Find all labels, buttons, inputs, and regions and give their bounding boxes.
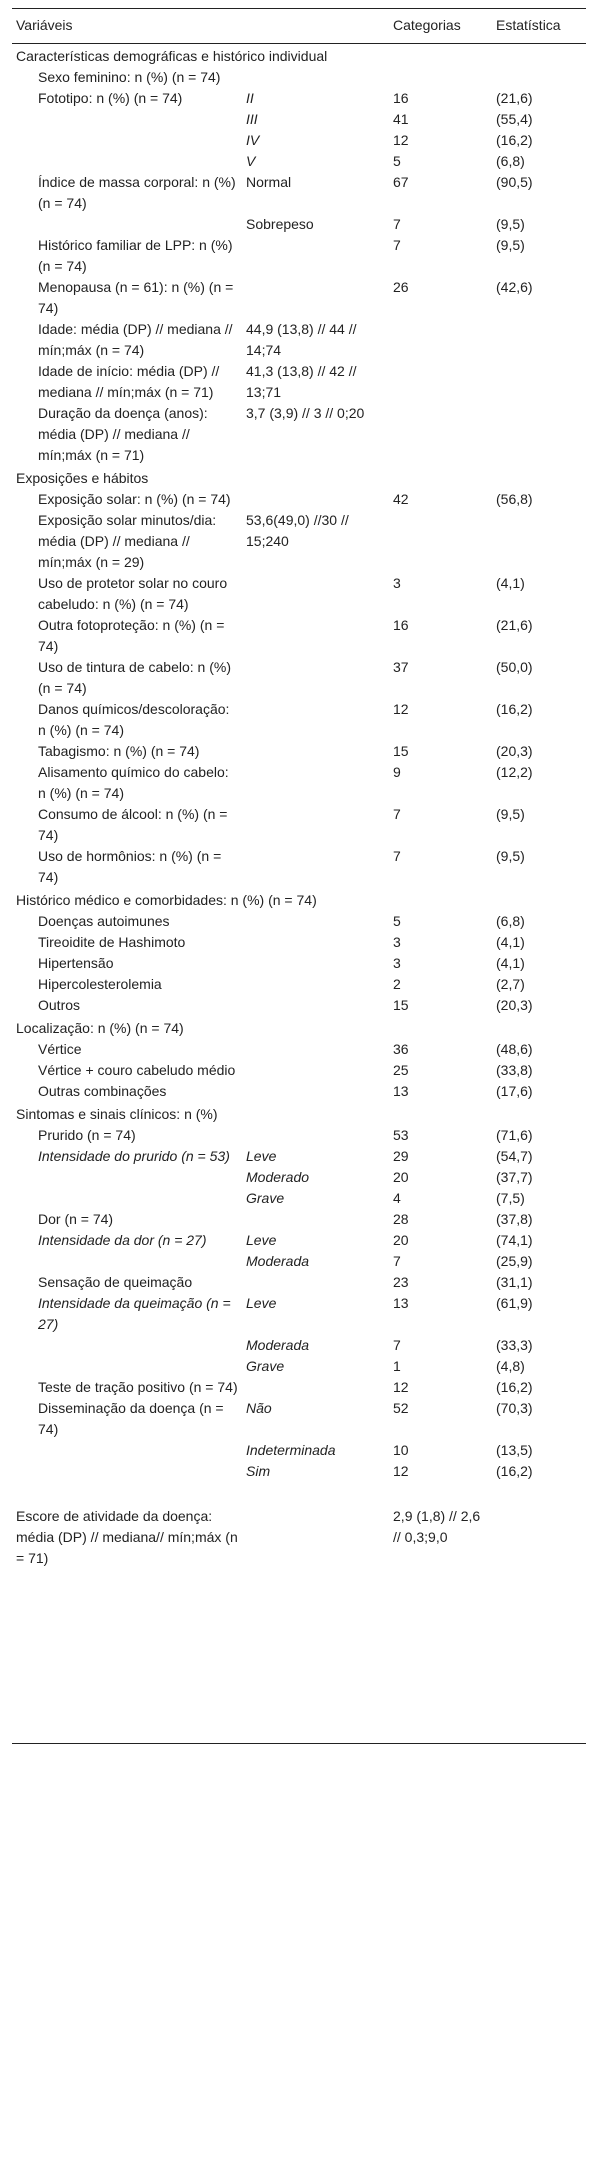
- category-cell: [242, 741, 389, 762]
- variable-label: Uso de tintura de cabelo: n (%) (n = 74): [38, 659, 231, 696]
- table-row: [12, 1440, 586, 1461]
- category-cell: IV: [246, 132, 260, 148]
- statistic-cell: [492, 403, 586, 466]
- table-row: [12, 109, 586, 130]
- category-cell: V: [246, 153, 256, 169]
- category-cell: [242, 1482, 389, 1569]
- statistic-cell: (9,5): [496, 237, 525, 253]
- table-row: [12, 1461, 586, 1482]
- variable-label: Intensidade do prurido (n = 53): [38, 1148, 230, 1164]
- variable-label: [12, 1356, 242, 1377]
- table-bottom-spacer: [12, 1569, 586, 1744]
- count-cell: 16: [393, 90, 409, 106]
- statistic-cell: (90,5): [496, 174, 533, 190]
- variable-label: [12, 109, 242, 130]
- category-cell: [242, 804, 389, 846]
- count-cell: 13: [393, 1083, 409, 1099]
- variable-label: Consumo de álcool: n (%) (n = 74): [38, 806, 228, 843]
- variable-label: Duração da doença (anos): média (DP) // mediana // mín;máx (n = 71): [38, 405, 208, 463]
- variable-label: [12, 1167, 242, 1188]
- table-row: [12, 151, 586, 172]
- category-cell: III: [246, 111, 258, 127]
- statistic-cell: (37,7): [496, 1169, 533, 1185]
- variable-label: Dor (n = 74): [38, 1211, 114, 1227]
- table-row: [12, 846, 586, 888]
- statistic-cell: (25,9): [496, 1253, 533, 1269]
- variable-label: [12, 130, 242, 151]
- variable-label: Sexo feminino: n (%) (n = 74): [38, 69, 221, 85]
- statistic-cell: (16,2): [496, 701, 533, 717]
- count-cell: 5: [393, 913, 401, 929]
- table-row: [12, 1482, 586, 1569]
- count-cell: 37: [393, 659, 409, 675]
- statistic-cell: (9,5): [496, 848, 525, 864]
- count-cell: 20: [393, 1232, 409, 1248]
- count-cell: 12: [393, 1463, 409, 1479]
- variable-label: Fototipo: n (%) (n = 74): [38, 90, 183, 106]
- count-cell: 29: [393, 1148, 409, 1164]
- category-cell: [242, 1081, 389, 1102]
- count-cell: 7: [393, 806, 401, 822]
- count-cell: 4: [393, 1190, 401, 1206]
- count-cell: [389, 67, 492, 88]
- category-cell: [242, 489, 389, 510]
- statistic-cell: (54,7): [496, 1148, 533, 1164]
- variable-label: Uso de hormônios: n (%) (n = 74): [38, 848, 222, 885]
- table-row: [12, 489, 586, 510]
- category-cell: [242, 67, 389, 88]
- variable-label: Menopausa (n = 61): n (%) (n = 74): [38, 279, 234, 316]
- category-cell: [242, 762, 389, 804]
- statistic-cell: (61,9): [496, 1295, 533, 1311]
- category-cell: [242, 1209, 389, 1230]
- category-cell: Moderado: [246, 1169, 310, 1185]
- statistic-cell: (4,1): [496, 934, 525, 950]
- table-row: [12, 235, 586, 277]
- count-cell: 42: [393, 491, 409, 507]
- statistic-cell: (55,4): [496, 111, 533, 127]
- variable-label: Intensidade da queimação (n = 27): [38, 1295, 231, 1332]
- category-cell: [242, 846, 389, 888]
- section-heading: Histórico médico e comorbidades: n (%) (n = 74): [16, 892, 317, 908]
- statistic-cell: (71,6): [496, 1127, 533, 1143]
- statistic-cell: (50,0): [496, 659, 533, 675]
- statistic-cell: (21,6): [496, 90, 533, 106]
- table-row: [12, 932, 586, 953]
- statistic-cell: (20,3): [496, 743, 533, 759]
- variable-label: [12, 1188, 242, 1209]
- count-cell: 36: [393, 1041, 409, 1057]
- table-row: [12, 1081, 586, 1102]
- variable-label: Danos químicos/descoloração: n (%) (n = 74): [38, 701, 230, 738]
- section-row: [12, 44, 586, 68]
- category-cell: Leve: [246, 1232, 277, 1248]
- category-cell: [242, 932, 389, 953]
- table-row: [12, 510, 586, 573]
- table-header: [12, 9, 586, 44]
- count-cell: 52: [393, 1400, 409, 1416]
- category-cell: [242, 995, 389, 1016]
- variable-label: [12, 1440, 242, 1461]
- variable-label: Hipercolesterolemia: [38, 976, 162, 992]
- section-heading: Exposições e hábitos: [16, 470, 149, 486]
- count-cell: [389, 319, 492, 361]
- section-row: [12, 466, 586, 489]
- table-row: [12, 277, 586, 319]
- count-cell: [389, 403, 492, 466]
- table-row: [12, 1167, 586, 1188]
- statistic-cell: (16,2): [496, 132, 533, 148]
- variable-label: [12, 1251, 242, 1272]
- variable-label: Idade de início: média (DP) // mediana // mín;máx (n = 71): [38, 363, 220, 400]
- statistic-cell: (33,8): [496, 1062, 533, 1078]
- count-cell: 3: [393, 575, 401, 591]
- table-row: [12, 1188, 586, 1209]
- count-cell: 1: [393, 1358, 401, 1374]
- category-cell: [242, 953, 389, 974]
- variable-label: Tabagismo: n (%) (n = 74): [38, 743, 200, 759]
- count-cell: 41: [393, 111, 409, 127]
- table-row: [12, 1398, 586, 1440]
- variable-label: Exposição solar: n (%) (n = 74): [38, 491, 231, 507]
- variable-label: Exposição solar minutos/dia: média (DP) // mediana // mín;máx (n = 29): [38, 512, 217, 570]
- table-row: [12, 741, 586, 762]
- count-cell: 7: [393, 237, 401, 253]
- statistic-cell: (12,2): [496, 764, 533, 780]
- variable-label: [12, 1335, 242, 1356]
- variable-label: Sensação de queimação: [38, 1274, 193, 1290]
- count-cell: 2,9 (1,8) // 2,6 // 0,3;9,0: [393, 1508, 481, 1545]
- category-cell: [242, 1377, 389, 1398]
- header-categorias: Categorias: [389, 9, 492, 44]
- category-cell: [242, 1060, 389, 1081]
- category-cell: Sobrepeso: [246, 216, 314, 232]
- statistic-cell: [492, 510, 586, 573]
- count-cell: 12: [393, 1379, 409, 1395]
- category-cell: 3,7 (3,9) // 3 // 0;20: [246, 405, 365, 421]
- variable-label: Prurido (n = 74): [38, 1127, 136, 1143]
- category-cell: Moderada: [246, 1337, 310, 1353]
- table-row: [12, 130, 586, 151]
- count-cell: 3: [393, 934, 401, 950]
- statistic-cell: (48,6): [496, 1041, 533, 1057]
- statistic-cell: (16,2): [496, 1379, 533, 1395]
- table-row: [12, 1209, 586, 1230]
- section-row: [12, 888, 586, 911]
- count-cell: [389, 361, 492, 403]
- statistic-cell: [492, 361, 586, 403]
- count-cell: 15: [393, 997, 409, 1013]
- table-row: [12, 1060, 586, 1081]
- table-row: [12, 214, 586, 235]
- category-cell: [242, 235, 389, 277]
- statistic-cell: (20,3): [496, 997, 533, 1013]
- category-cell: Grave: [246, 1358, 285, 1374]
- count-cell: 7: [393, 848, 401, 864]
- table-row: [12, 1125, 586, 1146]
- table-row: [12, 762, 586, 804]
- category-cell: [242, 615, 389, 657]
- statistic-cell: (2,7): [496, 976, 525, 992]
- statistic-cell: (37,8): [496, 1211, 533, 1227]
- table-row: [12, 804, 586, 846]
- count-cell: 7: [393, 216, 401, 232]
- section-heading: Localização: n (%) (n = 74): [16, 1020, 184, 1036]
- table-row: [12, 911, 586, 932]
- count-cell: 10: [393, 1442, 409, 1458]
- section-row: [12, 1102, 586, 1125]
- section-row: [12, 1016, 586, 1039]
- category-cell: [242, 657, 389, 699]
- category-cell: Leve: [246, 1295, 277, 1311]
- table-row: [12, 1377, 586, 1398]
- statistic-cell: (6,8): [496, 153, 525, 169]
- statistic-cell: (4,8): [496, 1358, 525, 1374]
- count-cell: 12: [393, 701, 409, 717]
- statistic-cell: (70,3): [496, 1400, 533, 1416]
- table-row: [12, 699, 586, 741]
- variable-label: [12, 151, 242, 172]
- table-row: [12, 995, 586, 1016]
- statistic-cell: (16,2): [496, 1463, 533, 1479]
- table-row: [12, 1335, 586, 1356]
- table-row: [12, 319, 586, 361]
- variable-label: Outras combinações: [38, 1083, 167, 1099]
- table-row: [12, 953, 586, 974]
- category-cell: Não: [246, 1400, 272, 1416]
- data-table: [12, 8, 586, 1744]
- statistic-cell: [492, 1482, 586, 1569]
- variable-label: Hipertensão: [38, 955, 114, 971]
- count-cell: 67: [393, 174, 409, 190]
- count-cell: 23: [393, 1274, 409, 1290]
- category-cell: [242, 974, 389, 995]
- category-cell: Normal: [246, 174, 292, 190]
- table-row: [12, 974, 586, 995]
- table-row: [12, 403, 586, 466]
- table-row: [12, 1272, 586, 1293]
- variable-label: Idade: média (DP) // mediana // mín;máx (n = 74): [38, 321, 233, 358]
- count-cell: 25: [393, 1062, 409, 1078]
- variable-label: [12, 1461, 242, 1482]
- statistic-cell: (42,6): [496, 279, 533, 295]
- statistic-cell: (33,3): [496, 1337, 533, 1353]
- category-cell: Leve: [246, 1148, 277, 1164]
- variable-label: Teste de tração positivo (n = 74): [38, 1379, 238, 1395]
- section-heading: Características demográficas e histórico individual: [16, 48, 328, 64]
- section-heading: Sintomas e sinais clínicos: n (%): [16, 1106, 218, 1122]
- variable-label: Doenças autoimunes: [38, 913, 170, 929]
- category-cell: Sim: [246, 1463, 271, 1479]
- statistic-cell: (4,1): [496, 575, 525, 591]
- category-cell: Indeterminada: [246, 1442, 336, 1458]
- category-cell: [242, 911, 389, 932]
- count-cell: 53: [393, 1127, 409, 1143]
- count-cell: 7: [393, 1337, 401, 1353]
- statistic-cell: (31,1): [496, 1274, 533, 1290]
- variable-label: Vértice: [38, 1041, 82, 1057]
- category-cell: Moderada: [246, 1253, 310, 1269]
- table-row: [12, 1039, 586, 1060]
- statistic-cell: [492, 319, 586, 361]
- count-cell: 15: [393, 743, 409, 759]
- category-cell: 41,3 (13,8) // 42 // 13;71: [246, 363, 357, 400]
- table-row: [12, 657, 586, 699]
- statistic-cell: (4,1): [496, 955, 525, 971]
- count-cell: 9: [393, 764, 401, 780]
- category-cell: [242, 1125, 389, 1146]
- variable-label: Intensidade da dor (n = 27): [38, 1232, 207, 1248]
- variable-label: Disseminação da doença (n = 74): [38, 1400, 224, 1437]
- table-row: [12, 1251, 586, 1272]
- category-cell: II: [246, 90, 254, 106]
- statistic-cell: (6,8): [496, 913, 525, 929]
- category-cell: [242, 1272, 389, 1293]
- table-row: [12, 88, 586, 109]
- count-cell: 16: [393, 617, 409, 633]
- variable-label: [12, 214, 242, 235]
- header-variaveis: Variáveis: [12, 9, 389, 44]
- variable-label: Escore de atividade da doença: média (DP) // mediana// mín;máx (n = 71): [16, 1508, 238, 1566]
- statistic-cell: (9,5): [496, 806, 525, 822]
- count-cell: 7: [393, 1253, 401, 1269]
- count-cell: 13: [393, 1295, 409, 1311]
- category-cell: [242, 573, 389, 615]
- count-cell: 5: [393, 153, 401, 169]
- table-row: [12, 573, 586, 615]
- table-row: [12, 1230, 586, 1251]
- table-row: [12, 172, 586, 214]
- header-estatistica: Estatística: [492, 9, 586, 44]
- variable-label: Outra fotoproteção: n (%) (n = 74): [38, 617, 225, 654]
- count-cell: 20: [393, 1169, 409, 1185]
- statistic-cell: (56,8): [496, 491, 533, 507]
- table-row: [12, 1146, 586, 1167]
- statistic-cell: (9,5): [496, 216, 525, 232]
- variable-label: Vértice + couro cabeludo médio: [38, 1062, 236, 1078]
- category-cell: Grave: [246, 1190, 285, 1206]
- variable-label: Histórico familiar de LPP: n (%) (n = 74): [38, 237, 233, 274]
- table-row: [12, 67, 586, 88]
- category-cell: 44,9 (13,8) // 44 // 14;74: [246, 321, 357, 358]
- variable-label: Outros: [38, 997, 81, 1013]
- table-row: [12, 1356, 586, 1377]
- statistic-cell: (74,1): [496, 1232, 533, 1248]
- variable-label: Tireoidite de Hashimoto: [38, 934, 186, 950]
- table-body: [12, 44, 586, 1744]
- variable-label: Alisamento químico do cabelo: n (%) (n = 74): [38, 764, 229, 801]
- category-cell: [242, 1039, 389, 1060]
- statistic-cell: (21,6): [496, 617, 533, 633]
- statistic-cell: (7,5): [496, 1190, 525, 1206]
- variable-label: Índice de massa corporal: n (%) (n = 74): [38, 174, 236, 211]
- table-row: [12, 1293, 586, 1335]
- statistic-cell: [492, 67, 586, 88]
- category-cell: [242, 699, 389, 741]
- statistic-cell: (17,6): [496, 1083, 533, 1099]
- count-cell: [389, 510, 492, 573]
- table-bottom-rule: [12, 1569, 586, 1744]
- category-cell: 53,6(49,0) //30 // 15;240: [246, 512, 349, 549]
- table-row: [12, 615, 586, 657]
- count-cell: 3: [393, 955, 401, 971]
- count-cell: 2: [393, 976, 401, 992]
- table-row: [12, 361, 586, 403]
- category-cell: [242, 277, 389, 319]
- statistic-cell: (13,5): [496, 1442, 533, 1458]
- variable-label: Uso de protetor solar no couro cabeludo: n (%) (n = 74): [38, 575, 228, 612]
- count-cell: 28: [393, 1211, 409, 1227]
- count-cell: 12: [393, 132, 409, 148]
- count-cell: 26: [393, 279, 409, 295]
